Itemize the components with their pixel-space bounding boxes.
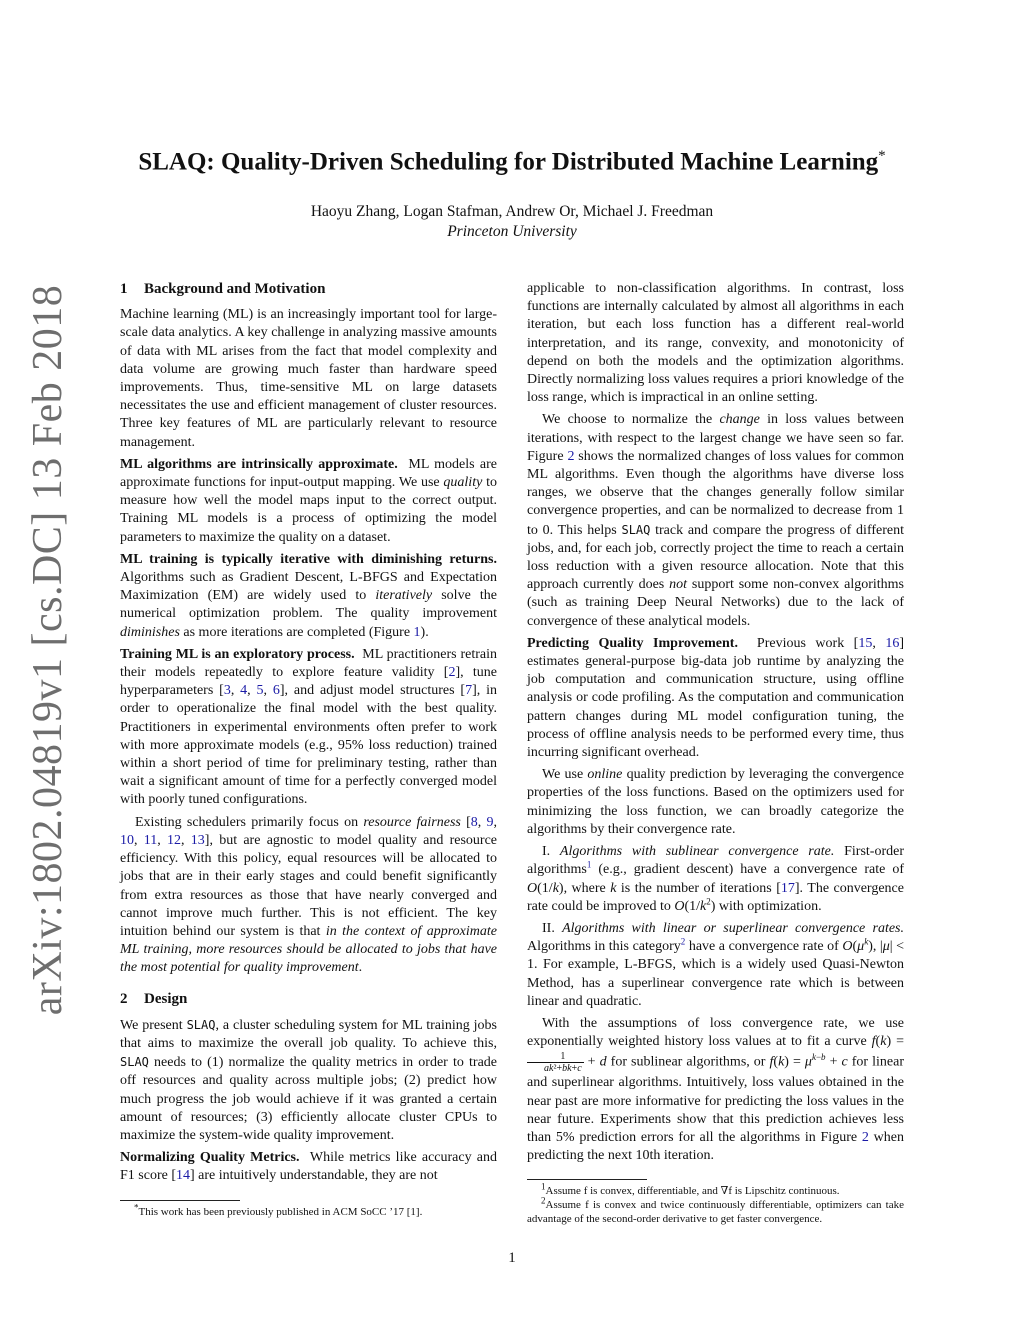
page-number: 1 (508, 1250, 516, 1266)
paper-title: SLAQ: Quality-Driven Scheduling for Distributed Machine Learning* (138, 148, 886, 176)
left-column (120, 280, 497, 1219)
authors: Haoyu Zhang, Logan Stafman, Andrew Or, Michael J. Freedman (310, 203, 714, 220)
paragraph: applicable to non-classification algorithms. In contrast, loss functions are internally calculated by almost all algorithms in each iteration, but each loss function has a different real-world interpretation, and its range, convexity, and monotonicity of depend on both the models and the optimization algorithms. Directly normalizing loss values requires a priori knowledge of the loss range, which is impractical in an online setting. (527, 281, 904, 406)
section-heading-design: 2 Design (120, 990, 188, 1007)
footnote-title: *This work has been previously published in ACM SoCC ’17 [1]. (134, 1201, 423, 1218)
footnote-rule (527, 1179, 647, 1180)
paragraph: Training ML is an exploratory process. ML practitioners retrain their models repeatedly to explore feature validity [2], tune hyperparameters [3, 4, 5, 6], and adjust model structures [7], in order to operationalize the final model with the best quality. Practitioners in experimental environments often prefer to work with more approximate models (e.g., 95% loss reduction) trained within a short period of time for preliminary testing, rather than wait a significant amount of time for a perfectly converged model with poorly tuned configurations. (120, 646, 498, 808)
footnotes: $^1$Assume f is convex, differentiable, and ∇f is Lipschitz continuous. $^2$Assume f is convex and twice continuously differentiable, optimizers can take advantage of the second-order derivative to get faster convergence. (527, 1181, 904, 1226)
paragraph: Normalizing Quality Metrics. While metrics like accuracy and F1 score [14] are intuitively understandable, they are not (120, 1150, 497, 1184)
paragraph: Existing schedulers primarily focus on resource fairness [8, 9, 10, 11, 12, 13], but are agnostic to model quality and resource efficiency. With this policy, equal resources will be allocated to jobs that are in their early stages and could benefit significantly from extra resources as those that have nearly converged and cannot improve much further. This is not efficient. The key intuition behind our system is that in the context of approximate ML training, more resources should be allocated to jobs that have the most potential for quality improvement. (120, 814, 498, 976)
affiliation: Princeton University (447, 223, 577, 240)
paragraph: Machine learning (ML) is an increasingly important tool for large-scale data analytics. A key challenge in analyzing massive amounts of data with ML arises from the fact that model complexity and data volume are growing much faster than hardware speed improvements. Thus, time-sensitive ML on large datasets necessitates the use and efficient management of cluster resources. Three key features of ML are particularly relevant to resource management. (120, 307, 497, 450)
paragraph: With the assumptions of loss convergence rate, we use exponentially weighted history loss values at to fit a curve f(k) = $\frac{1}{\text{ak²+bk+c}}$ + d for sublinear algorithms, or $f(k) = \mu^{k-b} + c$ for linear and superlinear algorithms. Intuitively, loss values obtained in the near past are more informative for predicting the loss values in the near future. Experiments show that this prediction achieves less than 5% prediction errors for all the algorithms in Figure 2 when predicting the next 10th iteration. (527, 1015, 905, 1164)
paragraph: We choose to normalize the change in loss values between iterations, with respect to the largest change we have seen so far. Figure 2 shows the normalized changes of loss values for common ML algorithms. Even though the algorithms have diverse loss ranges, we observe that the changes generally follow similar convergence properties, and can be normalized to decrease from 1 to 0. This helps SLAQ track and compare the progress of different jobs, and, for each job, correctly project the time to reach a certain loss reduction with a given resource allocation. Note that this approach currently does not support some non-convex algorithms (such as training Deep Neural Networks) due to the lack of convergence of these analytical models. (527, 412, 904, 629)
paragraph: Predicting Quality Improvement. Previous work [15, 16] estimates general-purpose big-data job runtime by analyzing the job computation and communication structure, using offline analysis or code profiling. As the computation and communication pattern changes during ML model configuration tuning, the process of offline analysis needs to be performed every time, thus incurring significant overhead. (527, 635, 905, 761)
paragraph: We present SLAQ, a cluster scheduling system for ML training jobs that aims to maximize the overall job quality. To achieve this, SLAQ needs to (1) normalize the quality metrics in order to trade off resources and quality across multiple jobs; (2) predict how much progress the job would achieve if it was granted a certain amount of resources; (3) efficiently allocate cluster CPUs to maximize the system-wide quality improvement. (120, 1017, 498, 1143)
footnote-rule (120, 1200, 240, 1201)
right-column (527, 280, 904, 1226)
paragraph: II. Algorithms with linear or superlinear convergence rates. Algorithms in this category$^2$ have a convergence rate of $O(\mu^k)$, |μ| < 1. For example, L-BFGS, which is a widely used Quasi-Newton Method, has a superlinear convergence rate which is between linear and quadratic. (527, 920, 905, 1009)
paragraph: I. Algorithms with sublinear convergence rate. First-order algorithms$^1$ (e.g., gradient descent) have a convergence rate of O(1/k), where k is the number of iterations [17]. The convergence rate could be improved to $O(1/k^2)$ with optimization. (527, 844, 904, 914)
section-heading-background: 1 Background and Motivation (120, 281, 326, 297)
paragraph: ML algorithms are intrinsically approximate. ML models are approximate functions for input-output mapping. We use quality to measure how well the model maps input to the correct output. Training ML models is a process of optimizing the model parameters to maximize the quality on a dataset. (120, 456, 498, 545)
paragraph: We use online quality prediction by leveraging the convergence properties of the loss functions. Based on the optimizers used for minimizing the loss function, we can broadly categorize the algorithms by their convergence rate. (527, 767, 905, 837)
paragraph: ML training is typically iterative with diminishing returns. Algorithms such as Gradient Descent, L-BFGS and Expectation Maximization (EM) are widely used to iteratively solve the numerical optimization problem. The quality improvement diminishes as more iterations are completed (Figure 1). (120, 551, 498, 640)
arxiv-stamp: arXiv:1802.04819v1 [cs.DC] 13 Feb 2018 (25, 284, 71, 1016)
